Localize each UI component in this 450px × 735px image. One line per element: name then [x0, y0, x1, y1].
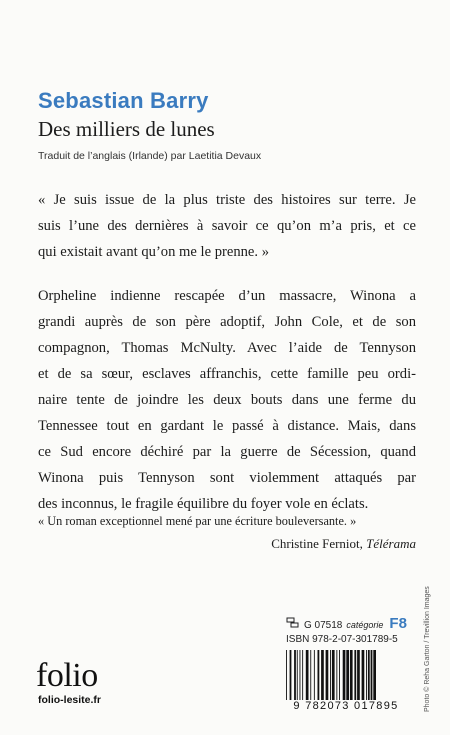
summary-line: compagnon, Thomas McNulty. Avec l’aide de Tennyson [38, 340, 416, 356]
translator-credit: Traduit de l’anglais (Irlande) par Laetitia Devaux [38, 150, 262, 162]
summary-line: naire tente de joindre les deux bouts dans une ferme du [38, 392, 416, 408]
epigraph-quote [38, 187, 416, 265]
barcode-bar [286, 650, 287, 700]
summary-line: Tennessee tout en gardant le passé à distance. Mais, dans [38, 418, 416, 434]
barcode-bar [336, 650, 337, 700]
barcode-bar [294, 650, 296, 700]
publisher-logo: folio [36, 657, 98, 694]
barcode-bar [300, 650, 301, 700]
barcode-bar [357, 650, 360, 700]
book-title: Des milliers de lunes [38, 117, 215, 141]
barcode-bar [366, 650, 367, 700]
summary-line: ce Sud encore déchiré par la guerre de Sécession, quand [38, 444, 416, 460]
barcode-bar [321, 650, 324, 700]
category-label: catégorie [346, 620, 384, 630]
barcode-bar [343, 650, 346, 700]
isbn: ISBN 978-2-07-301789-5 [286, 634, 398, 645]
barcode-bar [290, 650, 292, 700]
catalog-code-line [286, 615, 407, 632]
barcode-bar [318, 650, 320, 700]
stack-icon [286, 617, 300, 628]
summary-line: des inconnus, le fragile équilibre du foyer vole en éclats. [38, 496, 369, 512]
review-publication: Télérama [366, 536, 416, 551]
press-review [38, 514, 416, 552]
summary-line: Orpheline indienne rescapée d’un massacre, Winona a [38, 288, 416, 304]
category-code: F8 [389, 615, 407, 632]
photo-credit: Photo © Reha Garton / Trevillion Images [424, 586, 431, 712]
review-attribution [38, 536, 416, 552]
barcode-bar [310, 650, 311, 700]
summary-line: et de sa sœur, esclaves affranchis, cette famille peu ordi- [38, 366, 416, 382]
barcode-bar [350, 650, 353, 700]
barcode-bar [362, 650, 365, 700]
barcode-bar [354, 650, 356, 700]
review-critic: Christine Ferniot, [271, 536, 367, 551]
publisher-website: folio-lesite.fr [38, 694, 102, 706]
barcode-bar [306, 650, 309, 700]
barcode-bar [339, 650, 340, 700]
barcode-bar [373, 650, 376, 700]
barcode-bar [330, 650, 331, 700]
summary-line: grandi auprès de son père adoptif, John Cole, et de son [38, 314, 416, 330]
review-quote: « Un roman exceptionnel mené par une écriture bouleversante. » [38, 514, 357, 528]
summary-line: Winona puis Tennyson sont violemment attaqués par [38, 470, 416, 486]
blurb-summary [38, 283, 416, 517]
barcode-bar [371, 650, 373, 700]
barcode-bar [302, 650, 303, 700]
catalog-code: G 07518 [304, 620, 343, 631]
author-name: Sebastian Barry [38, 88, 209, 113]
quote-line: « Je suis issue de la plus triste des histoires sur terre. Je [38, 192, 416, 208]
barcode-bar [332, 650, 335, 700]
barcode-bar [346, 650, 349, 700]
barcode-number: 9 782073 017895 [282, 700, 410, 712]
barcode-bar [326, 650, 329, 700]
quote-line: qui existait avant qu’on me le prenne. » [38, 244, 269, 260]
barcode-bar [368, 650, 370, 700]
barcode-bar [314, 650, 315, 700]
barcode-bar [297, 650, 298, 700]
quote-line: suis l’une des dernières à savoir ce qu’on m’a pris, et ce [38, 218, 416, 234]
